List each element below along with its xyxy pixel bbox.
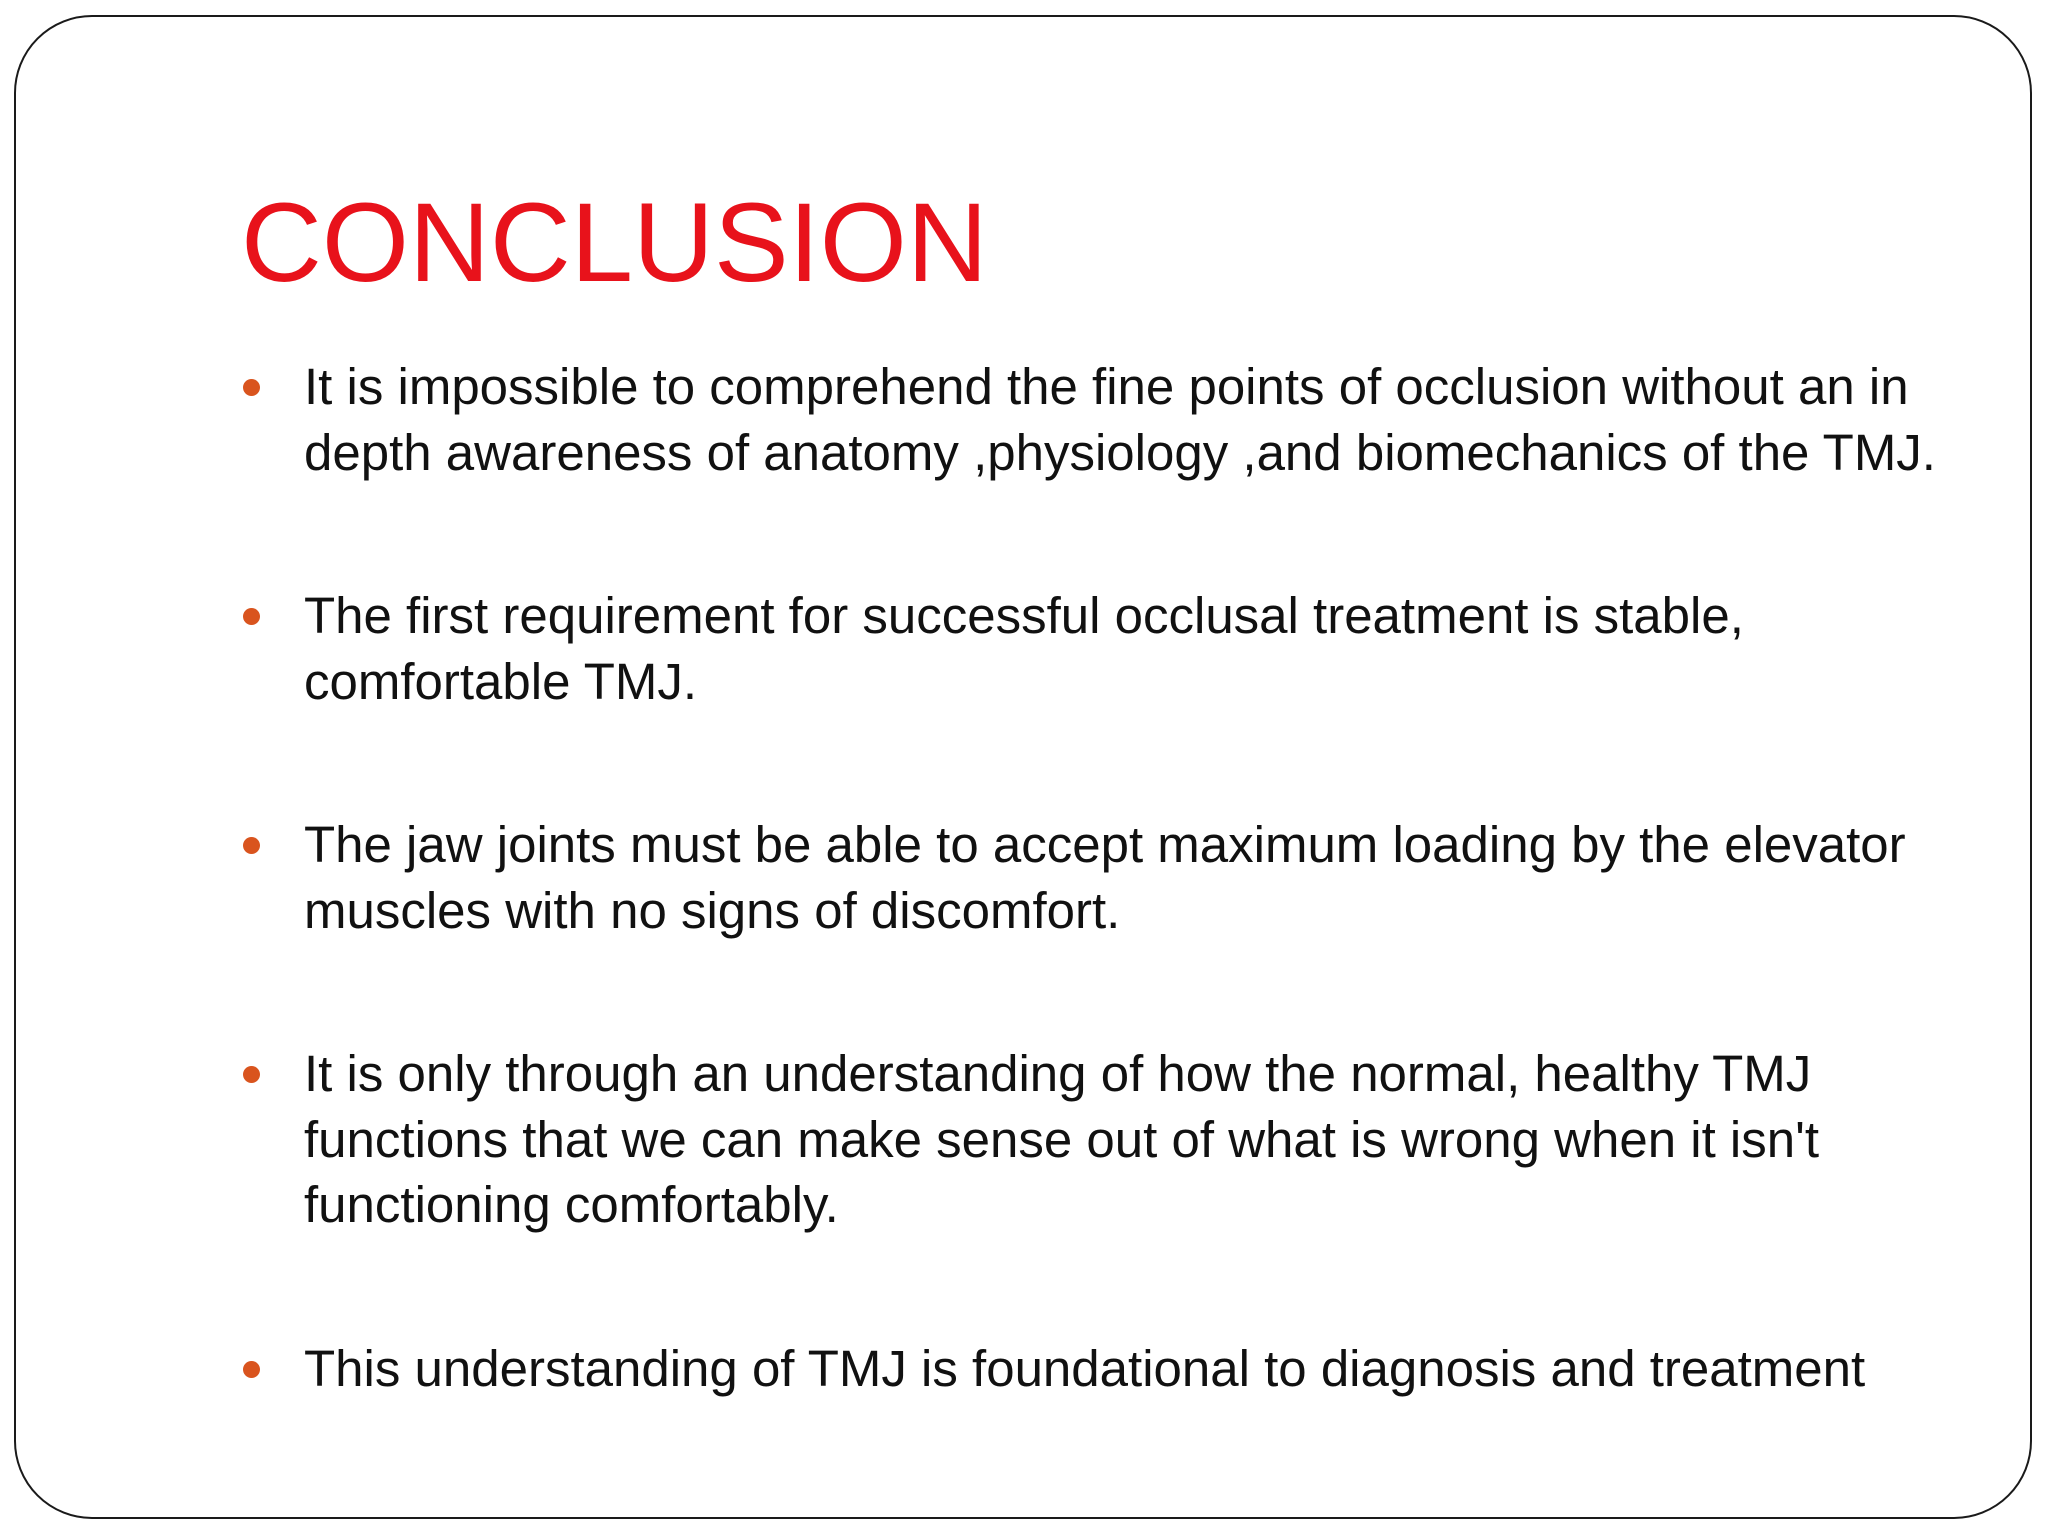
round-bullet-icon bbox=[243, 379, 260, 396]
round-bullet-icon bbox=[243, 1066, 260, 1083]
bullet-text: The jaw joints must be able to accept maximum loading by the elevator muscles with no signs of discomfort. bbox=[304, 816, 1906, 939]
bullet-item bbox=[241, 812, 1941, 943]
round-bullet-icon bbox=[243, 608, 260, 625]
bullet-text: The first requirement for successful occlusal treatment is stable, comfortable TMJ. bbox=[304, 587, 1744, 710]
bullet-item bbox=[241, 1336, 1941, 1402]
slide-frame bbox=[14, 15, 2032, 1519]
bullet-text: This understanding of TMJ is foundational to diagnosis and treatment bbox=[304, 1339, 1866, 1397]
bullet-item bbox=[241, 354, 1941, 485]
bullet-text: It is impossible to comprehend the fine points of occlusion without an in depth awareness of anatomy ,physiology ,and biomechanics of the TMJ. bbox=[304, 358, 1936, 481]
bullet-list bbox=[241, 354, 1941, 1401]
slide-title: CONCLUSION bbox=[241, 180, 988, 305]
bullet-text: It is only through an understanding of how the normal, healthy TMJ functions that we can make sense out of what is wrong when it isn't functioning comfortably. bbox=[304, 1045, 1820, 1233]
round-bullet-icon bbox=[243, 1361, 260, 1378]
bullet-item bbox=[241, 1041, 1941, 1238]
round-bullet-icon bbox=[243, 837, 260, 854]
bullet-item bbox=[241, 583, 1941, 714]
